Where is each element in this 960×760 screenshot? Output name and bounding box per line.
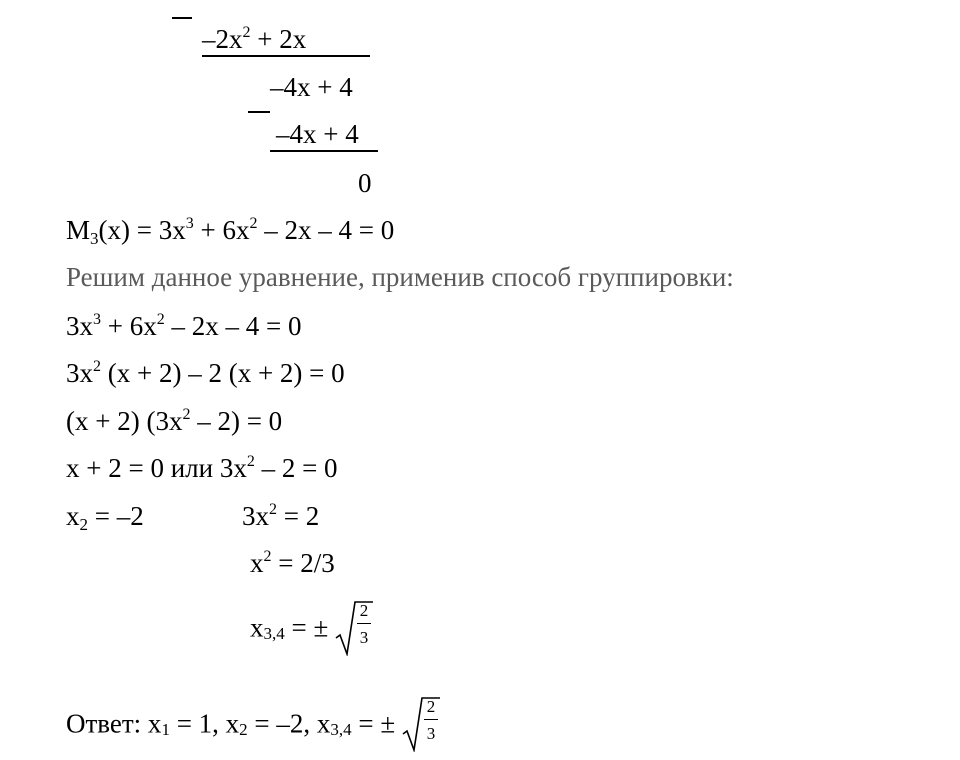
equation-5: $3x^2 = 2$	[242, 501, 320, 531]
equation-6: $x^2 = 2/3$	[250, 548, 335, 578]
division-rule	[202, 55, 370, 57]
answer-line: Ответ: $x_1 = 1$, $x_2 = -2$, $x_{3,4}$ = ± 2 3	[66, 696, 440, 752]
division-row-2: –4x + 4	[270, 72, 353, 102]
division-rule	[270, 150, 378, 152]
square-root-symbol	[402, 696, 440, 752]
division-row-1: $-2x^2 + 2x$	[202, 24, 307, 54]
division-row-3: –4x + 4	[276, 119, 359, 149]
equation-3: (x + 2) $(3x^2 - 2) = 0$	[66, 406, 283, 436]
minus-sign	[172, 17, 192, 19]
division-remainder: 0	[358, 168, 372, 198]
equation-1: $3x^3 + 6x^2 - 2x - 4 = 0$	[66, 311, 302, 341]
explanation-text: Решим данное уравнение, применив способ группировки:	[66, 262, 734, 292]
fraction: 2 3	[424, 698, 438, 742]
equation-2: $3x^2$ (x + 2) – 2 (x + 2) = 0	[66, 358, 345, 388]
root-x34: $x_{3,4}$ = ± 2 3	[250, 600, 373, 656]
square-root-symbol	[335, 600, 373, 656]
fraction: 2 3	[357, 602, 371, 646]
m3-equation: $M_3(x) = 3x^3 + 6x^2 - 2x - 4 = 0$	[66, 215, 395, 248]
equation-4: x + 2 = 0 или $3x^2 - 2 = 0$	[66, 453, 338, 483]
minus-sign	[248, 111, 270, 113]
root-x2: $x_2 = -2$	[66, 501, 144, 534]
